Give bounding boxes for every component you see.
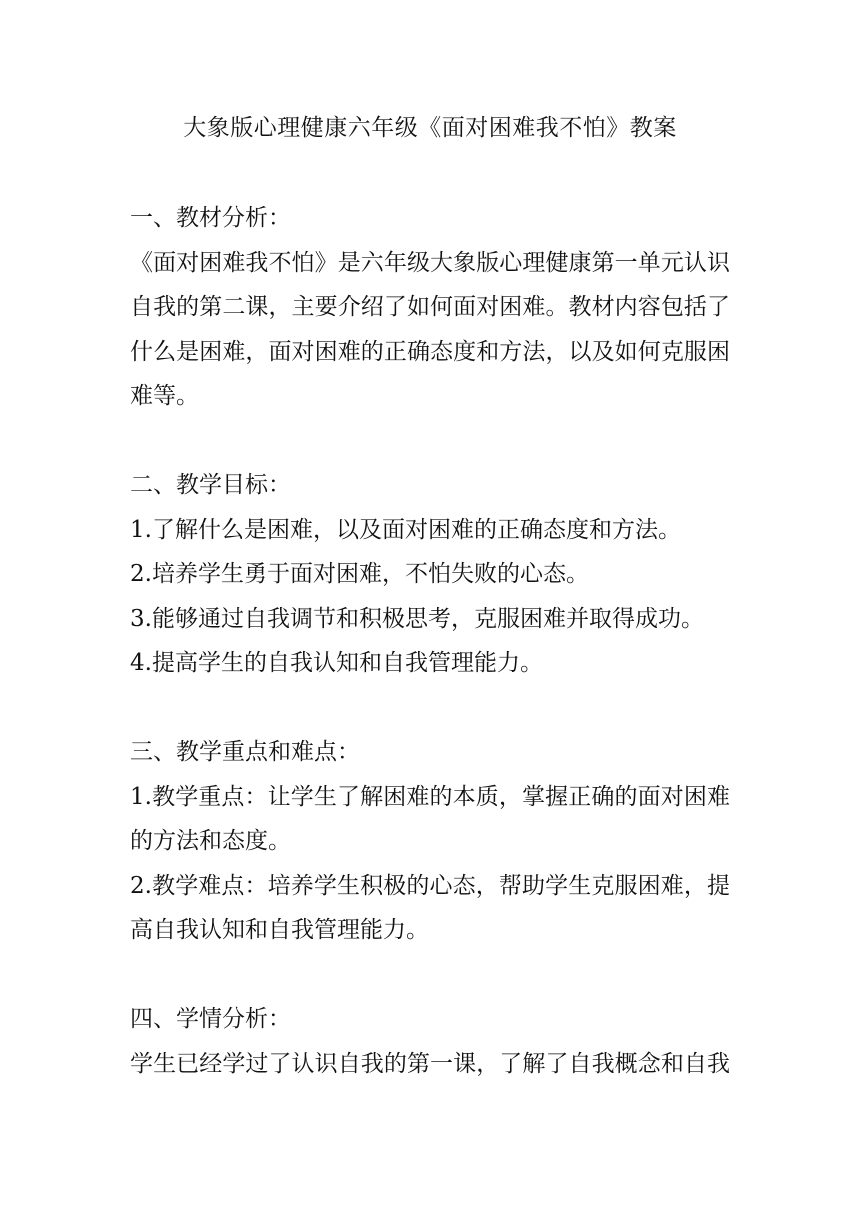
paragraph-line: 难等。	[130, 383, 199, 409]
document-title: 大象版心理健康六年级《面对困难我不怕》教案	[183, 115, 677, 141]
list-item: 3.能够通过自我调节和积极思考，克服困难并取得成功。	[130, 605, 704, 632]
section-heading-key-points: 三、教学重点和难点：	[130, 739, 360, 765]
section-heading-textbook-analysis: 一、教材分析：	[130, 205, 291, 231]
list-item: 2.培养学生勇于面对困难，不怕失败的心态。	[130, 561, 589, 587]
section-spacer	[130, 953, 730, 998]
list-item: 1.教学重点：让学生了解困难的本质，掌握正确的面对困难	[130, 783, 730, 810]
document-body	[130, 196, 730, 1086]
paragraph-line: 什么是困难，面对困难的正确态度和方法，以及如何克服困	[130, 338, 730, 365]
list-item: 4.提高学生的自我认知和自我管理能力。	[130, 650, 543, 676]
section-spacer	[130, 686, 730, 731]
list-item: 1.了解什么是困难，以及面对困难的正确态度和方法。	[130, 516, 681, 543]
paragraph-line: 自我的第二课，主要介绍了如何面对困难。教材内容包括了	[130, 294, 730, 320]
list-item: 2.教学难点：培养学生积极的心态，帮助学生克服困难，提	[130, 872, 730, 899]
list-item-continuation: 高自我认知和自我管理能力。	[130, 917, 429, 943]
paragraph-line: 《面对困难我不怕》是六年级大象版心理健康第一单元认识	[130, 249, 730, 276]
list-item-continuation: 的方法和态度。	[130, 828, 291, 854]
paragraph-line: 学生已经学过了认识自我的第一课，了解了自我概念和自我	[130, 1050, 730, 1077]
section-spacer	[130, 419, 730, 464]
section-heading-student-analysis: 四、学情分析：	[130, 1006, 291, 1032]
section-heading-teaching-objectives: 二、教学目标：	[130, 472, 291, 498]
